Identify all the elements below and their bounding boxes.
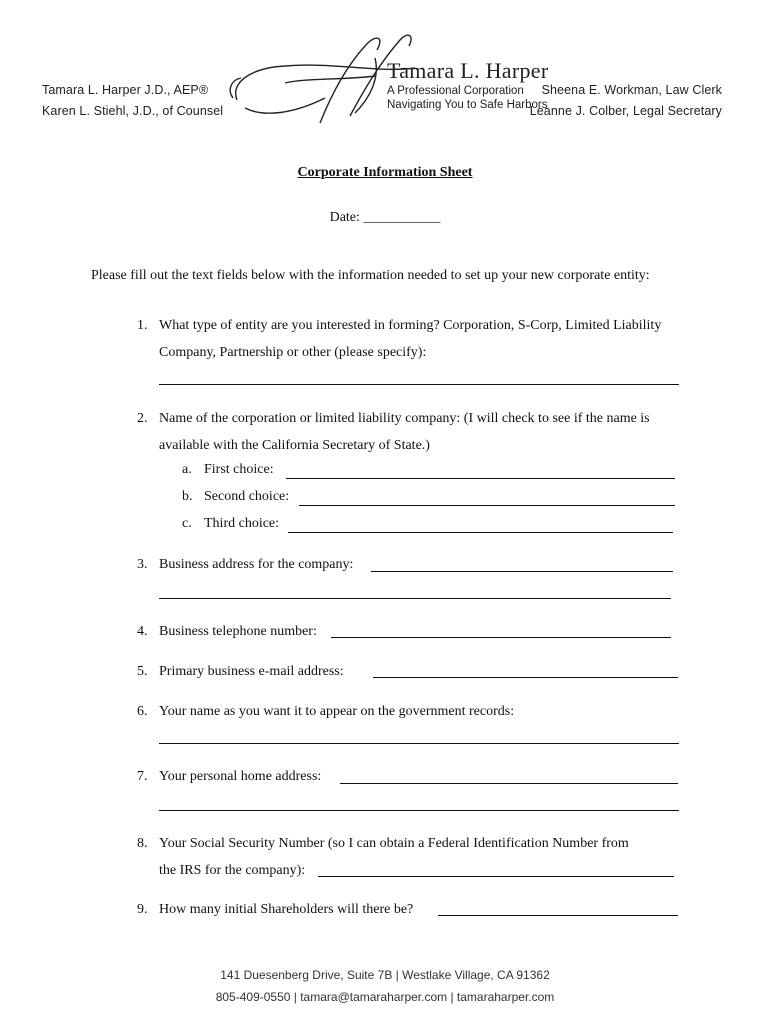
staff-name-1: Sheena E. Workman, Law Clerk xyxy=(541,83,722,97)
staff-name-2: Leanne J. Colber, Legal Secretary xyxy=(529,104,722,118)
date-field[interactable]: Date: ___________ xyxy=(329,210,441,225)
home-address-line-1[interactable] xyxy=(340,783,678,784)
sub-c-letter: c. xyxy=(182,516,192,531)
question-text: Your personal home address: xyxy=(159,769,322,784)
question-number: 8. xyxy=(137,836,148,851)
question-text: What type of entity are you interested in forming? Corporation, S-Corp, Limited Liability Company, Partnership or other (please specify): xyxy=(159,318,662,360)
question-number: 6. xyxy=(137,704,148,719)
question-number: 1. xyxy=(137,318,148,333)
sub-b-label: Second choice: xyxy=(204,489,290,504)
logo-subtitle: A Professional Corporation xyxy=(387,85,524,97)
logo-text xyxy=(387,58,548,112)
question-text: Primary business e-mail address: xyxy=(159,664,344,679)
question-number: 2. xyxy=(137,411,148,426)
question-text: Business telephone number: xyxy=(159,624,317,639)
question-6 xyxy=(137,699,515,726)
question-3 xyxy=(137,552,354,579)
first-choice-line[interactable] xyxy=(286,478,675,479)
email-line[interactable] xyxy=(373,677,678,678)
question-number: 3. xyxy=(137,557,148,572)
logo-firm-name: Tamara L. Harper xyxy=(387,58,549,83)
attorney-name-2: Karen L. Stiehl, J.D., of Counsel xyxy=(42,104,224,118)
attorney-name-1: Tamara L. Harper J.D., AEP® xyxy=(42,83,209,97)
question-number: 7. xyxy=(137,769,148,784)
business-address-line-1[interactable] xyxy=(371,571,673,572)
question-text: Business address for the company: xyxy=(159,557,354,572)
question-4 xyxy=(137,619,317,646)
question-text: Your Social Security Number (so I can obtain a Federal Identification Number from xyxy=(159,836,629,851)
footer-address: 141 Duesenberg Drive, Suite 7B | Westlake Village, CA 91362 xyxy=(220,968,550,982)
second-choice-line[interactable] xyxy=(299,505,675,506)
third-choice-line[interactable] xyxy=(288,532,673,533)
answer-line-1[interactable] xyxy=(159,384,679,385)
sub-b-letter: b. xyxy=(182,489,193,504)
question-1 xyxy=(137,313,674,366)
letterhead-left xyxy=(42,80,223,122)
letterhead-right xyxy=(530,80,722,122)
question-number: 9. xyxy=(137,902,148,917)
page-title: Corporate Information Sheet xyxy=(297,165,473,180)
question-7 xyxy=(137,764,322,791)
question-9 xyxy=(137,897,414,924)
sub-a-letter: a. xyxy=(182,462,192,477)
name-line[interactable] xyxy=(159,743,679,744)
question-text: How many initial Shareholders will there be? xyxy=(159,902,414,917)
question-text: Name of the corporation or limited liability company: (I will check to see if the name is available with the California Secretary of State.) xyxy=(159,411,650,453)
business-address-line-2[interactable] xyxy=(159,598,671,599)
question-text: Your name as you want it to appear on the government records: xyxy=(159,704,515,719)
question-8-continued: the IRS for the company): xyxy=(159,863,306,878)
telephone-line[interactable] xyxy=(331,637,671,638)
sub-c-label: Third choice: xyxy=(204,516,280,531)
shareholders-line[interactable] xyxy=(438,915,678,916)
sub-a-label: First choice: xyxy=(204,462,274,477)
intro-text: Please fill out the text fields below with the information needed to set up your new corporate entity: xyxy=(91,268,650,283)
home-address-line-2[interactable] xyxy=(159,810,679,811)
question-number: 5. xyxy=(137,664,148,679)
ssn-line[interactable] xyxy=(318,876,674,877)
question-number: 4. xyxy=(137,624,148,639)
footer-contact: 805-409-0550 | tamara@tamaraharper.com | tamaraharper.com xyxy=(215,990,555,1004)
question-8 xyxy=(137,831,699,858)
logo-tagline: Navigating You to Safe Harbors xyxy=(387,99,548,111)
question-5 xyxy=(137,659,344,686)
question-2 xyxy=(137,406,679,459)
